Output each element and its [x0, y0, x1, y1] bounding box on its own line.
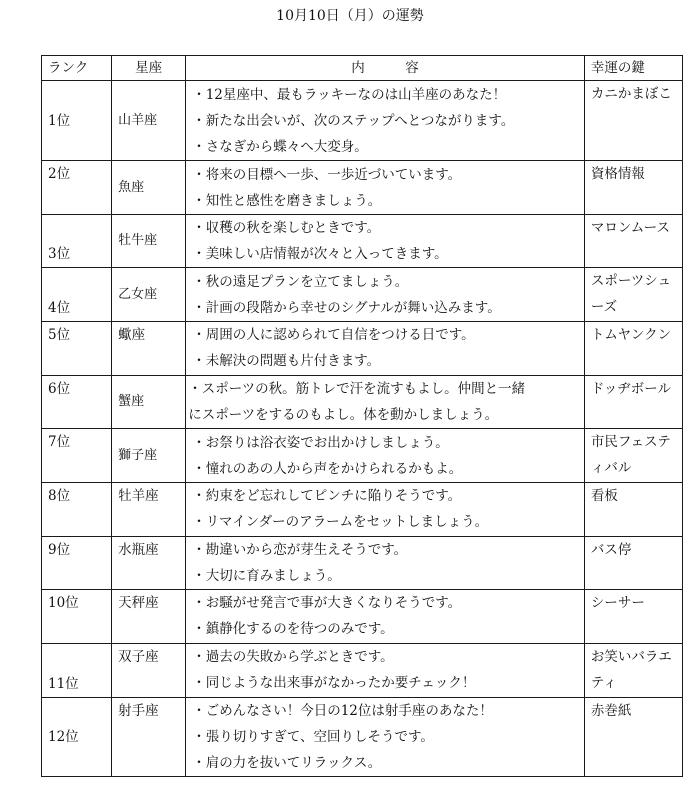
- header-sign: 星座: [112, 56, 186, 81]
- sign-cell: 蟹座: [112, 376, 186, 429]
- content-line: ・お祭りは浴衣姿でお出かけしましょう。: [192, 434, 449, 451]
- content-line: ・新たな出会いが、次のステップへとつながります。: [192, 112, 515, 129]
- content-cell: [186, 322, 585, 376]
- sign-cell: 山羊座: [112, 81, 186, 161]
- content-line: ・約束をど忘れしてピンチに陥りそうです。: [192, 488, 462, 504]
- rank-cell: 2位: [42, 161, 112, 215]
- sign-cell: 乙女座: [112, 268, 186, 322]
- content-line: にスポーツをするのもよし。体を動かしましょう。: [188, 407, 499, 423]
- rank-cell: 1位: [42, 81, 112, 161]
- rank-cell: 7位: [42, 429, 112, 483]
- table-row: [42, 644, 683, 698]
- table-row: [42, 537, 683, 590]
- header-lucky-key: 幸運の鍵: [584, 56, 682, 81]
- rank-cell: 5位: [42, 322, 112, 376]
- content-line: ・勘違いから恋が芽生えそうです。: [192, 542, 408, 558]
- content-line: ・将来の目標へ一歩、一歩近づいています。: [192, 166, 462, 183]
- content-line: ・張り切りすぎて、空回りしそうです。: [192, 729, 434, 745]
- content-cell: [186, 215, 585, 268]
- sign-cell: 獅子座: [112, 429, 186, 483]
- lucky-key-cell: シーサー: [584, 590, 682, 644]
- rank-cell: 11位: [42, 644, 112, 698]
- content-line: ・リマインダーのアラームをセットしましょう。: [192, 514, 489, 530]
- content-line: ・肩の力を抜いてリラックス。: [192, 755, 382, 771]
- content-line: ・さなぎから蝶々へ大変身。: [192, 138, 368, 155]
- sign-cell: 水瓶座: [112, 537, 186, 590]
- header-content: 内 容: [186, 56, 585, 81]
- sign-cell: 射手座: [112, 698, 186, 777]
- content-line: ・周囲の人に認められて自信をつける日です。: [192, 327, 475, 343]
- lucky-key-cell: 看板: [584, 483, 682, 537]
- lucky-key-cell: カニかまぼこ: [584, 81, 682, 161]
- content-line: ・お騒がせ発言で事が大きくなりそうです。: [192, 595, 462, 611]
- fortune-table: [41, 55, 683, 777]
- content-cell: [186, 429, 585, 483]
- content-cell: [186, 644, 585, 698]
- sign-cell: 天秤座: [112, 590, 186, 644]
- header-row: [42, 56, 683, 81]
- content-cell: [186, 590, 585, 644]
- lucky-key-cell: ドッヂボール: [584, 376, 682, 429]
- lucky-key-cell: お笑いバラエティ: [584, 644, 682, 698]
- table-row: [42, 161, 683, 215]
- rank-cell: 8位: [42, 483, 112, 537]
- content-cell: [186, 161, 585, 215]
- sign-cell: 蠍座: [112, 322, 186, 376]
- lucky-key-cell: バス停: [584, 537, 682, 590]
- content-line: ・憧れのあの人から声をかけられるかもよ。: [192, 460, 463, 477]
- content-cell: [186, 698, 585, 777]
- page-title: 10月10日（月）の運勢: [276, 8, 424, 24]
- content-line: ・鎮静化するのを待つのみです。: [192, 621, 394, 637]
- content-line: ・同じような出来事がなかったか要チェック！: [192, 675, 476, 691]
- content-cell: [186, 483, 585, 537]
- table-row: [42, 322, 683, 376]
- sign-cell: 双子座: [112, 644, 186, 698]
- rank-cell: 3位: [42, 215, 112, 268]
- content-line: ・大切に育みましょう。: [192, 568, 341, 584]
- sign-cell: 牡牛座: [112, 215, 186, 268]
- content-line: ・知性と感性を磨きましょう。: [192, 192, 382, 209]
- rank-cell: 10位: [42, 590, 112, 644]
- table-row: [42, 429, 683, 483]
- content-line: ・12星座中、最もラッキーなのは山羊座のあなた！: [192, 86, 507, 103]
- content-cell: [186, 81, 585, 161]
- rank-cell: 9位: [42, 537, 112, 590]
- sign-cell: 魚座: [112, 161, 186, 215]
- lucky-key-cell: スポーツシューズ: [584, 268, 682, 322]
- content-line: ・収穫の秋を楽しむときです。: [192, 220, 381, 236]
- content-line: ・美味しい店情報が次々と入ってきます。: [192, 246, 448, 262]
- lucky-key-cell: トムヤンクン: [584, 322, 682, 376]
- content-line: ・未解決の問題も片付きます。: [192, 353, 381, 369]
- table-row: [42, 268, 683, 322]
- table-row: [42, 81, 683, 161]
- sign-cell: 牡羊座: [112, 483, 186, 537]
- table-row: [42, 376, 683, 429]
- lucky-key-cell: マロンムース: [584, 215, 682, 268]
- content-line: ・秋の遠足プランを立てましょう。: [192, 273, 409, 290]
- rank-cell: 4位: [42, 268, 112, 322]
- lucky-key-cell: 市民フェスティバル: [584, 429, 682, 483]
- header-rank: ランク: [42, 56, 112, 81]
- lucky-key-cell: 赤巻紙: [584, 698, 682, 777]
- content-cell: [186, 537, 585, 590]
- table-row: [42, 215, 683, 268]
- rank-cell: 6位: [42, 376, 112, 429]
- content-line: ・ごめんなさい！今日の12位は射手座のあなた！: [192, 703, 493, 719]
- table-row: [42, 698, 683, 777]
- content-line: ・過去の失敗から学ぶときです。: [192, 649, 394, 665]
- lucky-key-cell: 資格情報: [584, 161, 682, 215]
- table-row: [42, 590, 683, 644]
- content-line: ・計画の段階から幸せのシグナルが舞い込みます。: [192, 299, 501, 316]
- content-cell: [186, 376, 585, 429]
- table-row: [42, 483, 683, 537]
- rank-cell: 12位: [42, 698, 112, 777]
- content-cell: [186, 268, 585, 322]
- content-line: ・スポーツの秋。筋トレで汗を流すもよし。仲間と一緒: [188, 381, 526, 397]
